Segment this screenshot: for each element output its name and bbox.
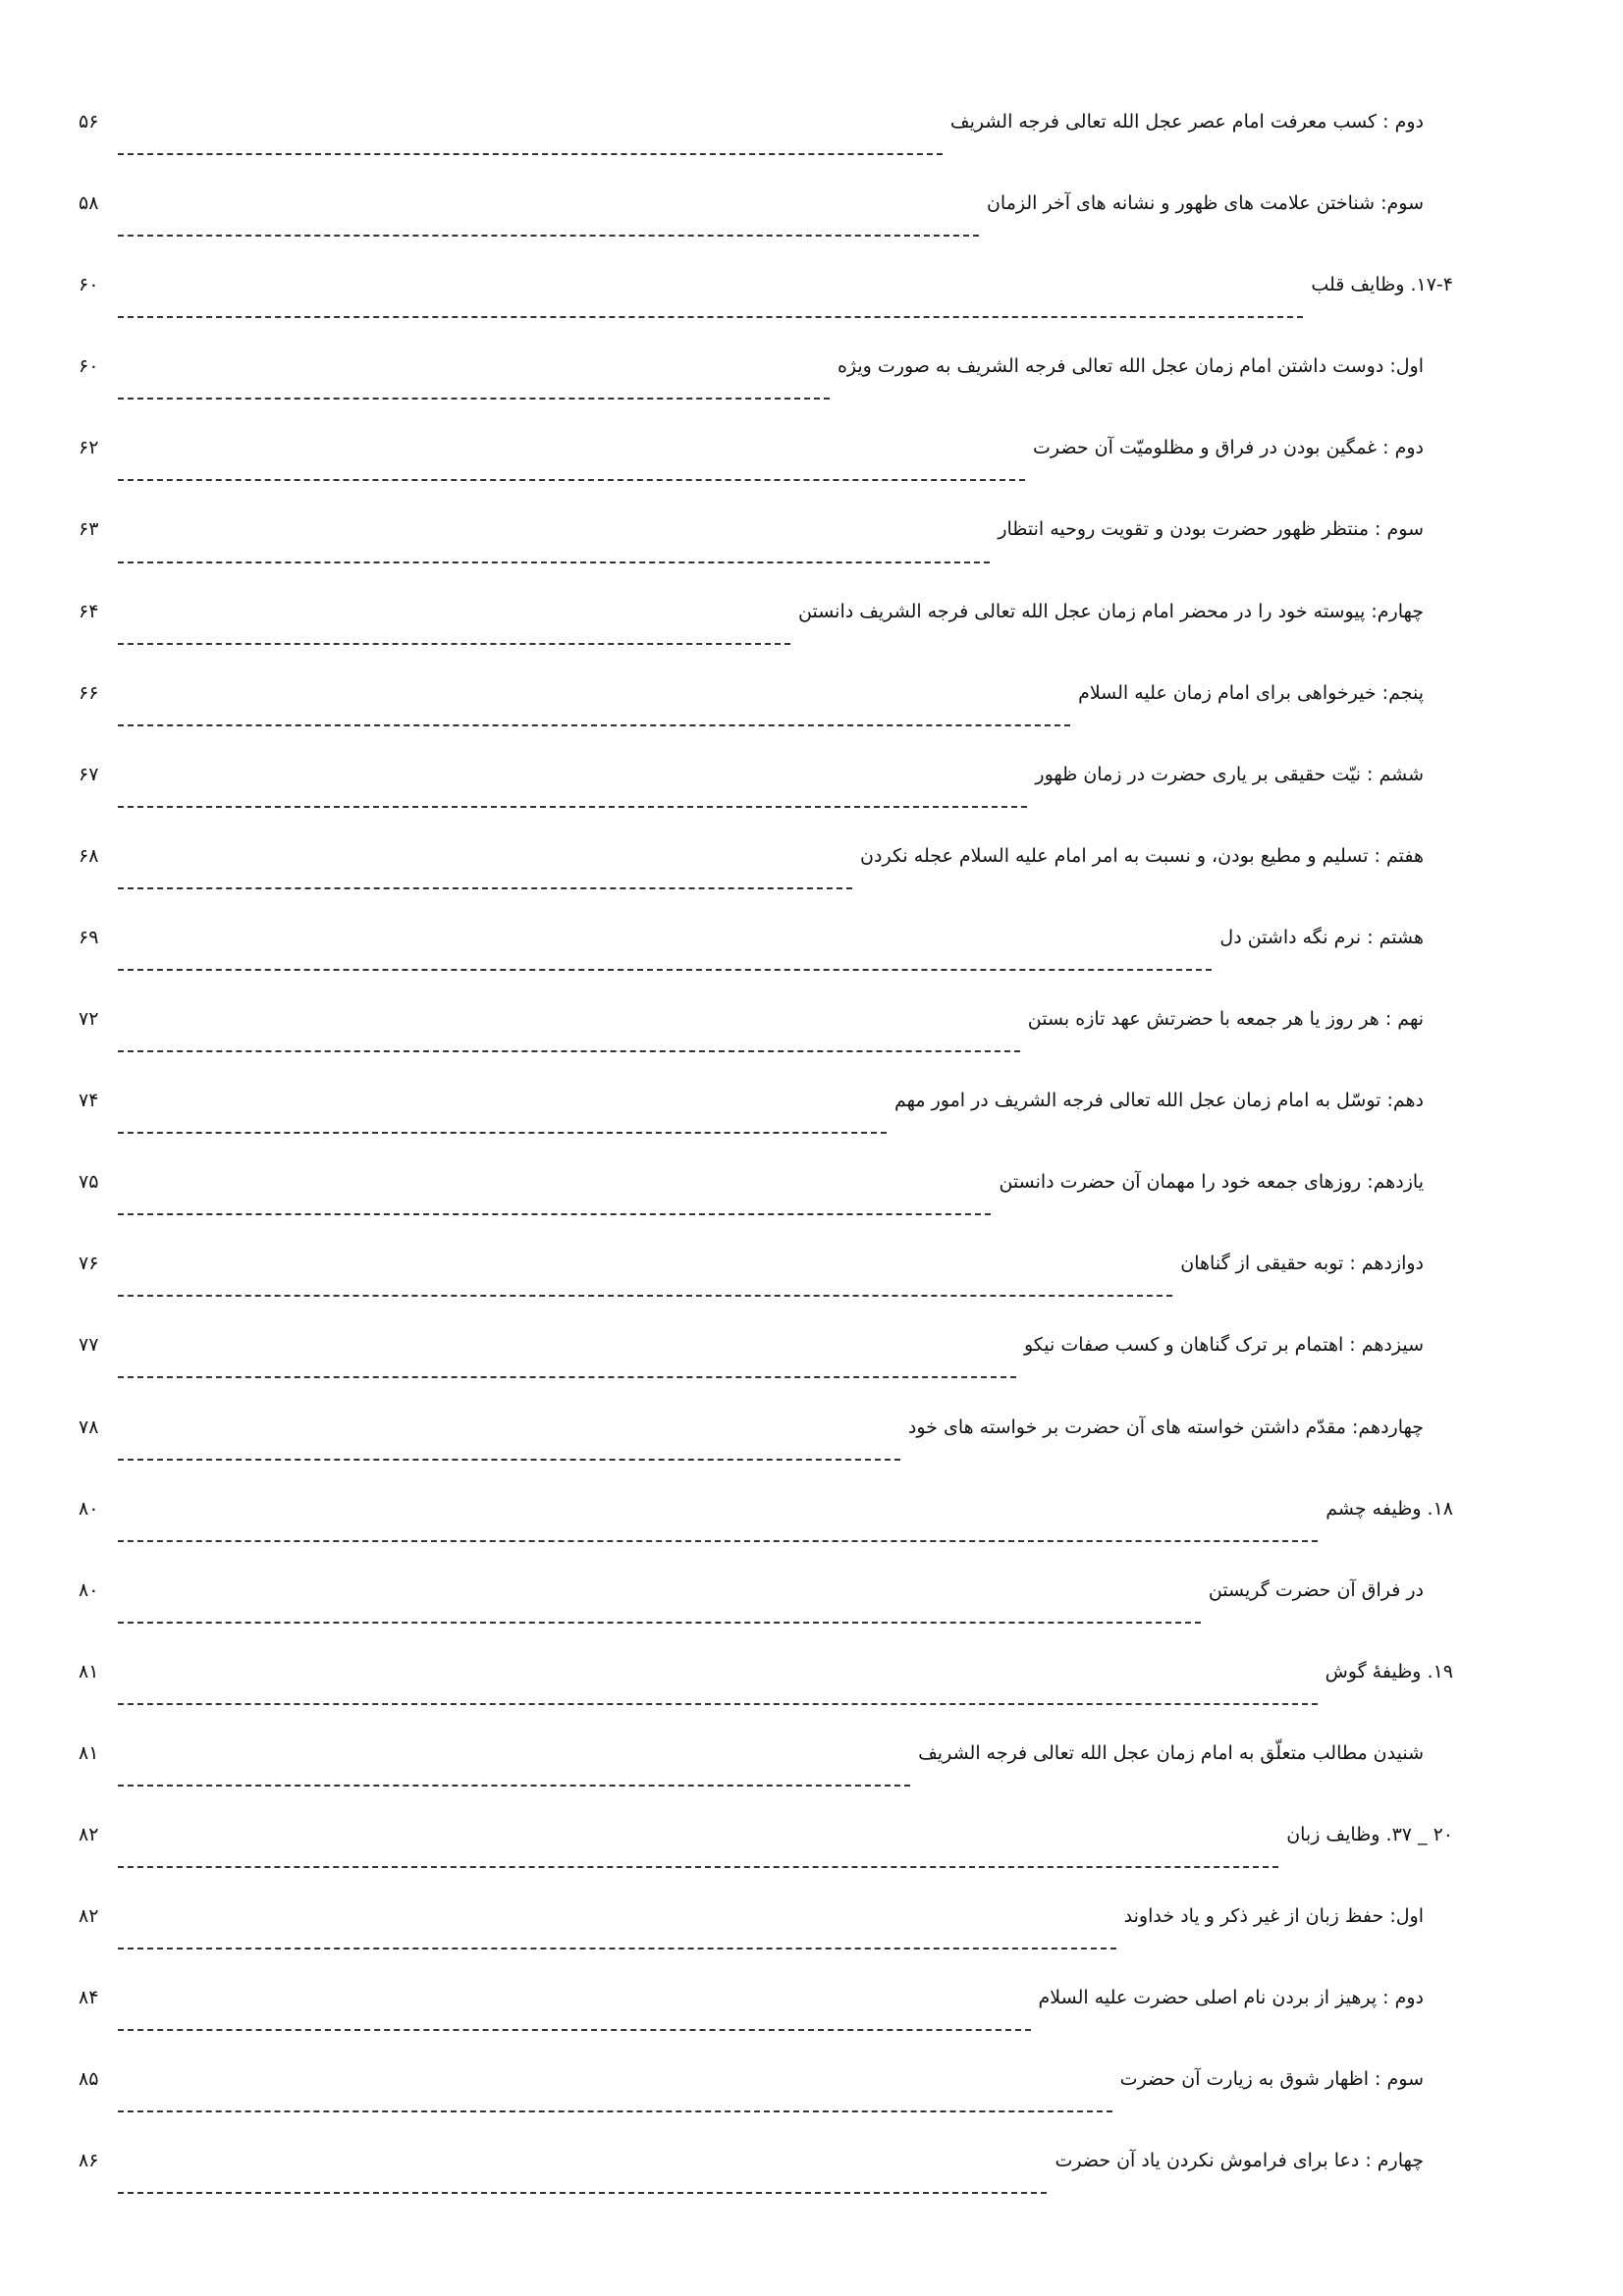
toc-entry-title: یازدهم: روزهای جمعه خود را مهمان آن حضرت دانستن [999,1171,1424,1194]
toc-entry-page-number: ۶۴ [79,600,99,622]
toc-entry-page-number: ۶۶ [79,681,99,704]
toc-entry [79,1496,1453,1577]
toc-entry-title: دوم : پرهیز از بردن نام اصلی حضرت علیه السلام [1038,1987,1424,2009]
toc-dot-leader [118,1539,1318,1542]
toc-dot-leader [118,886,852,889]
toc-dot-leader [118,968,1212,971]
toc-entry-page-number: ۷۲ [79,1008,99,1031]
toc-dot-leader [118,478,1025,481]
toc-entry-page-number: ۶۹ [79,926,99,948]
toc-entry [79,1415,1453,1496]
toc-entry [79,353,1453,435]
toc-entry-title: سیزدهم : اهتمام بر ترک گناهان و کسب صفات نیکو [1023,1334,1424,1357]
toc-dot-leader [118,152,943,155]
toc-entry [79,272,1453,353]
toc-entry [79,435,1453,516]
toc-entry [79,680,1453,762]
toc-dot-leader [118,1375,1016,1378]
toc-entry-page-number: ۷۵ [79,1171,99,1194]
toc-dot-leader [118,805,1027,808]
toc-entry-page-number: ۷۷ [79,1334,99,1357]
toc-dot-leader [118,642,790,645]
toc-entry-page-number: ۸۱ [79,1741,99,1764]
toc-entry [79,762,1453,843]
toc-entry-title: چهارم : دعا برای فراموش نکردن یاد آن حضرت [1055,2150,1424,2172]
toc-entry-page-number: ۶۸ [79,844,99,867]
toc-entry-title: ۱۹. وظیفهٔ گوش [1325,1660,1453,1682]
toc-entry-page-number: ۸۴ [79,1987,99,2009]
toc-entry [79,1659,1453,1740]
toc-dot-leader [118,561,990,563]
toc-entry [79,1332,1453,1414]
toc-entry-page-number: ۸۵ [79,2068,99,2091]
toc-entry-title: دوازدهم : توبه حقیقی از گناهان [1180,1253,1424,1275]
toc-entry-title: ۱۷-۴. وظایف قلب [1311,274,1453,296]
toc-dot-leader [118,1621,1201,1624]
toc-entry [79,1251,1453,1332]
toc-entry-title: دوم : غمگین بودن در فراق و مظلومیّت آن حضرت [1033,437,1424,459]
toc-dot-leader [118,1131,887,1134]
toc-dot-leader [118,1784,910,1787]
toc-entry [79,599,1453,680]
toc-dot-leader [118,2109,1112,2112]
toc-entry-page-number: ۶۳ [79,518,99,541]
toc-entry-page-number: ۶۰ [79,274,99,296]
toc-entry-page-number: ۸۶ [79,2150,99,2172]
toc-entry-page-number: ۷۸ [79,1415,99,1438]
toc-entry-page-number: ۶۲ [79,437,99,459]
toc-entry-page-number: ۸۲ [79,1905,99,1928]
toc-entry [79,1985,1453,2066]
toc-dot-leader [118,1049,1020,1052]
toc-entry-title: ۱۸. وظیفه چشم [1325,1497,1453,1520]
table-of-contents [79,109,1453,2229]
toc-entry-title: شنیدن مطالب متعلّق به امام زمان عجل الله تعالی فرجه الشریف [918,1741,1424,1764]
toc-entry [79,1903,1453,1985]
toc-entry [79,190,1453,272]
toc-dot-leader [118,1212,991,1215]
toc-entry-title: دوم : کسب معرفت امام عصر عجل الله تعالی فرجه الشریف [949,111,1424,133]
toc-entry-title: اول: حفظ زبان از غیر ذکر و یاد خداوند [1123,1905,1424,1928]
toc-entry [79,2148,1453,2229]
toc-entry-title: چهاردهم: مقدّم داشتن خواسته های آن حضرت بر خواسته های خود [907,1415,1424,1438]
toc-entry [79,843,1453,925]
toc-entry-page-number: ۷۶ [79,1253,99,1275]
toc-entry-title: سوم : اظهار شوق به زیارت آن حضرت [1119,2068,1424,2091]
toc-entry-title: هشتم : نرم نگه داشتن دل [1219,926,1424,948]
toc-entry [79,516,1453,598]
toc-entry-title: سوم : منتظر ظهور حضرت بودن و تقویت روحیه انتظار [998,518,1424,541]
toc-entry [79,109,1453,190]
toc-entry-page-number: ۷۴ [79,1090,99,1112]
toc-dot-leader [118,1702,1318,1705]
toc-dot-leader [118,1865,1278,1868]
toc-entry-page-number: ۸۰ [79,1578,99,1601]
toc-entry-title: سوم: شناختن علامت های ظهور و نشانه های آخر الزمان [986,192,1424,215]
toc-entry-page-number: ۸۰ [79,1497,99,1520]
toc-dot-leader [118,315,1303,318]
toc-dot-leader [118,397,830,400]
toc-dot-leader [118,2191,1047,2194]
toc-entry [79,1169,1453,1251]
toc-entry [79,925,1453,1006]
toc-dot-leader [118,1458,900,1461]
toc-dot-leader [118,234,979,237]
toc-entry-title: چهارم: پیوسته خود را در محضر امام زمان عجل الله تعالی فرجه الشریف دانستن [798,600,1424,622]
toc-entry [79,2066,1453,2148]
toc-entry-title: پنجم: خیرخواهی برای امام زمان علیه السلام [1078,681,1424,704]
toc-entry [79,1577,1453,1659]
toc-entry-page-number: ۵۶ [79,111,99,133]
toc-entry-title: ششم : نیّت حقیقی بر یاری حضرت در زمان ظهور [1035,763,1424,785]
toc-entry [79,1740,1453,1822]
toc-entry-title: ۲۰ _ ۳۷. وظایف زبان [1286,1823,1453,1845]
toc-dot-leader [118,1294,1172,1297]
toc-entry-page-number: ۶۰ [79,355,99,378]
toc-entry-page-number: ۸۱ [79,1660,99,1682]
toc-entry-title: نهم : هر روز یا هر جمعه با حضرتش عهد تازه بستن [1027,1008,1424,1031]
toc-dot-leader [118,723,1070,726]
toc-entry-page-number: ۸۲ [79,1823,99,1845]
toc-entry [79,1822,1453,1903]
toc-dot-leader [118,1947,1116,1949]
toc-dot-leader [118,2028,1031,2031]
toc-entry-page-number: ۶۷ [79,763,99,785]
toc-entry [79,1088,1453,1169]
toc-entry-title: اول: دوست داشتن امام زمان عجل الله تعالی فرجه الشریف به صورت ویژه [837,355,1424,378]
toc-entry-title: هفتم : تسلیم و مطیع بودن، و نسبت به امر امام علیه السلام عجله نکردن [860,844,1424,867]
toc-entry-page-number: ۵۸ [79,192,99,215]
toc-entry-title: دهم: توسّل به امام زمان عجل الله تعالی فرجه الشریف در امور مهم [893,1090,1424,1112]
toc-entry [79,1006,1453,1088]
toc-entry-title: در فراق آن حضرت گریستن [1208,1578,1424,1601]
